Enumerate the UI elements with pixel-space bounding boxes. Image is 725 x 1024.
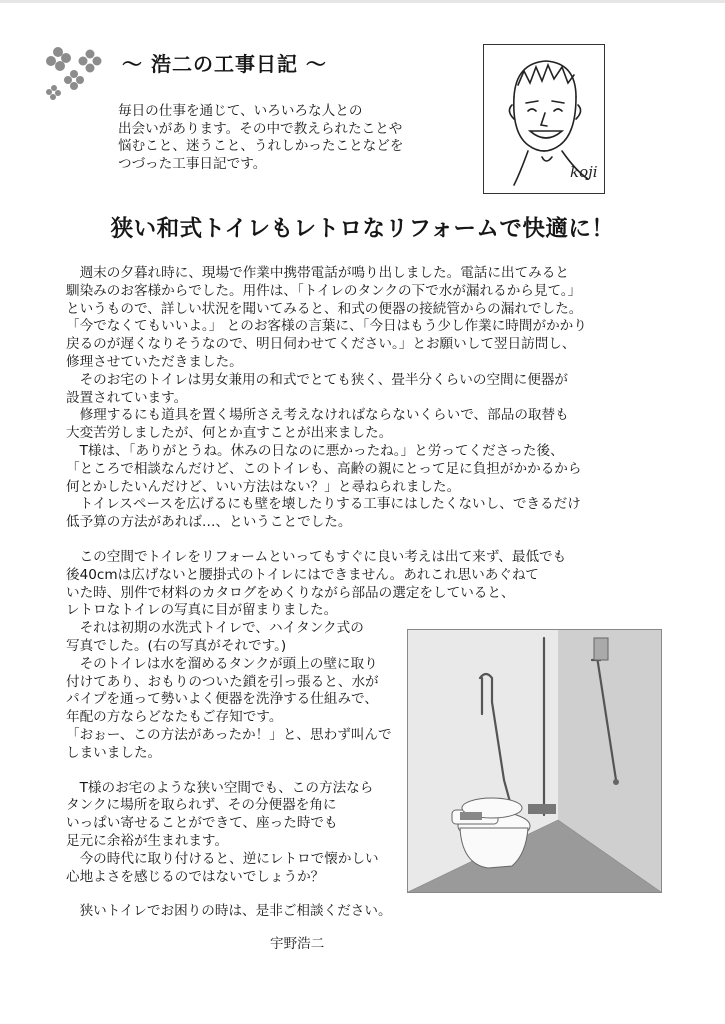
body-line: 設置されています。 — [66, 389, 188, 406]
body-line: 「ところで相談なんだけど、このトイレも、高齢の親にとって足に負担がかかるから — [66, 460, 582, 477]
body-line: 後40cmは広げないと腰掛式のトイレにはできません。あれこれ思いあぐねて — [66, 566, 539, 583]
intro-line: 悩むこと、迷うこと、うれしかったことなどを — [118, 138, 404, 154]
intro-text — [118, 103, 458, 173]
body-line: T様のお宅のような狭い空間でも、この方法なら — [66, 779, 374, 796]
body-line: 大変苦労しましたが、何とか直すことが出来ました。 — [66, 425, 393, 442]
body-line: トイレスペースを広げるにも壁を壊したりする工事にはしたくないし、できるだけ — [66, 496, 581, 513]
body-line: そのお宅のトイレは男女兼用の和式でとても狭く、畳半分くらいの空間に便器が — [66, 371, 569, 388]
author-face-icon — [484, 45, 604, 193]
author-signature: 宇野浩二 — [270, 936, 325, 952]
body-line: 狭いトイレでお困りの時は、是非ご相談ください。 — [66, 903, 392, 920]
body-line: 写真でした。(右の写真がそれです。) — [66, 637, 287, 654]
body-line: 心地よさを感じるのではないでしょうか？ — [66, 868, 325, 885]
toilet-photo — [407, 629, 662, 893]
body-line: この空間でトイレをリフォームといってもすぐに良い考えは出て来ず、最低でも — [66, 548, 567, 565]
page-title: 〜 浩二の工事日記 〜 — [122, 52, 327, 76]
body-line: パイプを通って勢いよく便器を洗浄する仕組みで、 — [66, 691, 378, 708]
body-line: 年配の方ならどなたもご存知です。 — [66, 709, 283, 726]
page-top-edge — [0, 0, 725, 3]
body-line: レトロなトイレの写真に目が留まりました。 — [66, 602, 338, 619]
body-line: 付けてあり、おもりのついた鎖を引っ張ると、水が — [66, 673, 379, 690]
body-line: 足元に余裕が生まれます。 — [66, 832, 229, 849]
intro-line: 毎日の仕事を通じて、いろいろな人との — [118, 103, 363, 119]
body-line: T様は、「ありがとうね。休みの日なのに悪かったね。」と労ってくださった後、 — [66, 442, 564, 459]
body-line: 修理させていただきました。 — [66, 353, 243, 370]
body-line: いた時、別件で材料のカタログをめくりながら部品の選定をしていると、 — [66, 584, 515, 601]
body-line: 低予算の方法があれば…、ということでした。 — [66, 514, 352, 531]
body-line: 何とかしたいんだけど、いい方法はない？」と尋ねられました。 — [66, 478, 461, 495]
body-line: 「今でなくてもいいよ。」 とのお客様の言葉に、「今日はもう少し作業に時間がかかり — [66, 318, 587, 335]
body-line: そのトイレは水を溜めるタンクが頭上の壁に取り — [66, 655, 378, 672]
paragraph-gap — [66, 532, 587, 549]
body-line: 修理するにも道具を置く場所さえ考えなければならないくらいで、部品の取替も — [66, 407, 569, 424]
body-line: それは初期の水洗式トイレで、ハイタンク式の — [66, 620, 364, 637]
body-line: 週末の夕暮れ時に、現場で作業中携帯電話が鳴り出しました。電話に出てみると — [66, 265, 569, 281]
author-portrait — [483, 44, 605, 194]
intro-line: つづった工事日記です。 — [118, 155, 267, 172]
body-line: しまいました。 — [66, 744, 162, 761]
intro-line: 出会いがあります。その中で教えられたことや — [118, 120, 403, 137]
portrait-caption: koji — [570, 163, 598, 181]
body-line: 戻るのが遅くなりそうなので、明日伺わせてください。」とお願いして翌日訪問し、 — [66, 336, 576, 353]
body-line: 馴染みのお客様からでした。用件は、「トイレのタンクの下で水が漏れるから見て。」 — [66, 282, 582, 299]
high-tank-toilet-icon — [408, 630, 661, 892]
flower-decoration-icon — [44, 44, 110, 100]
body-line: タンクに場所を取られず、その分便器を角に — [66, 797, 337, 814]
article-headline: 狭い和式トイレもレトロなリフォームで快適に！ — [110, 216, 615, 242]
body-line: 「おぉー、この方法があったか！」と、思わず叫んで — [66, 726, 392, 743]
body-line: いっぱい寄せることができて、座った時でも — [66, 815, 338, 832]
body-line: というもので、詳しい状況を聞いてみると、和式の便器の接続管からの漏れでした。 — [66, 300, 583, 317]
body-line: 今の時代に取り付けると、逆にレトロで懐かしい — [66, 850, 379, 867]
